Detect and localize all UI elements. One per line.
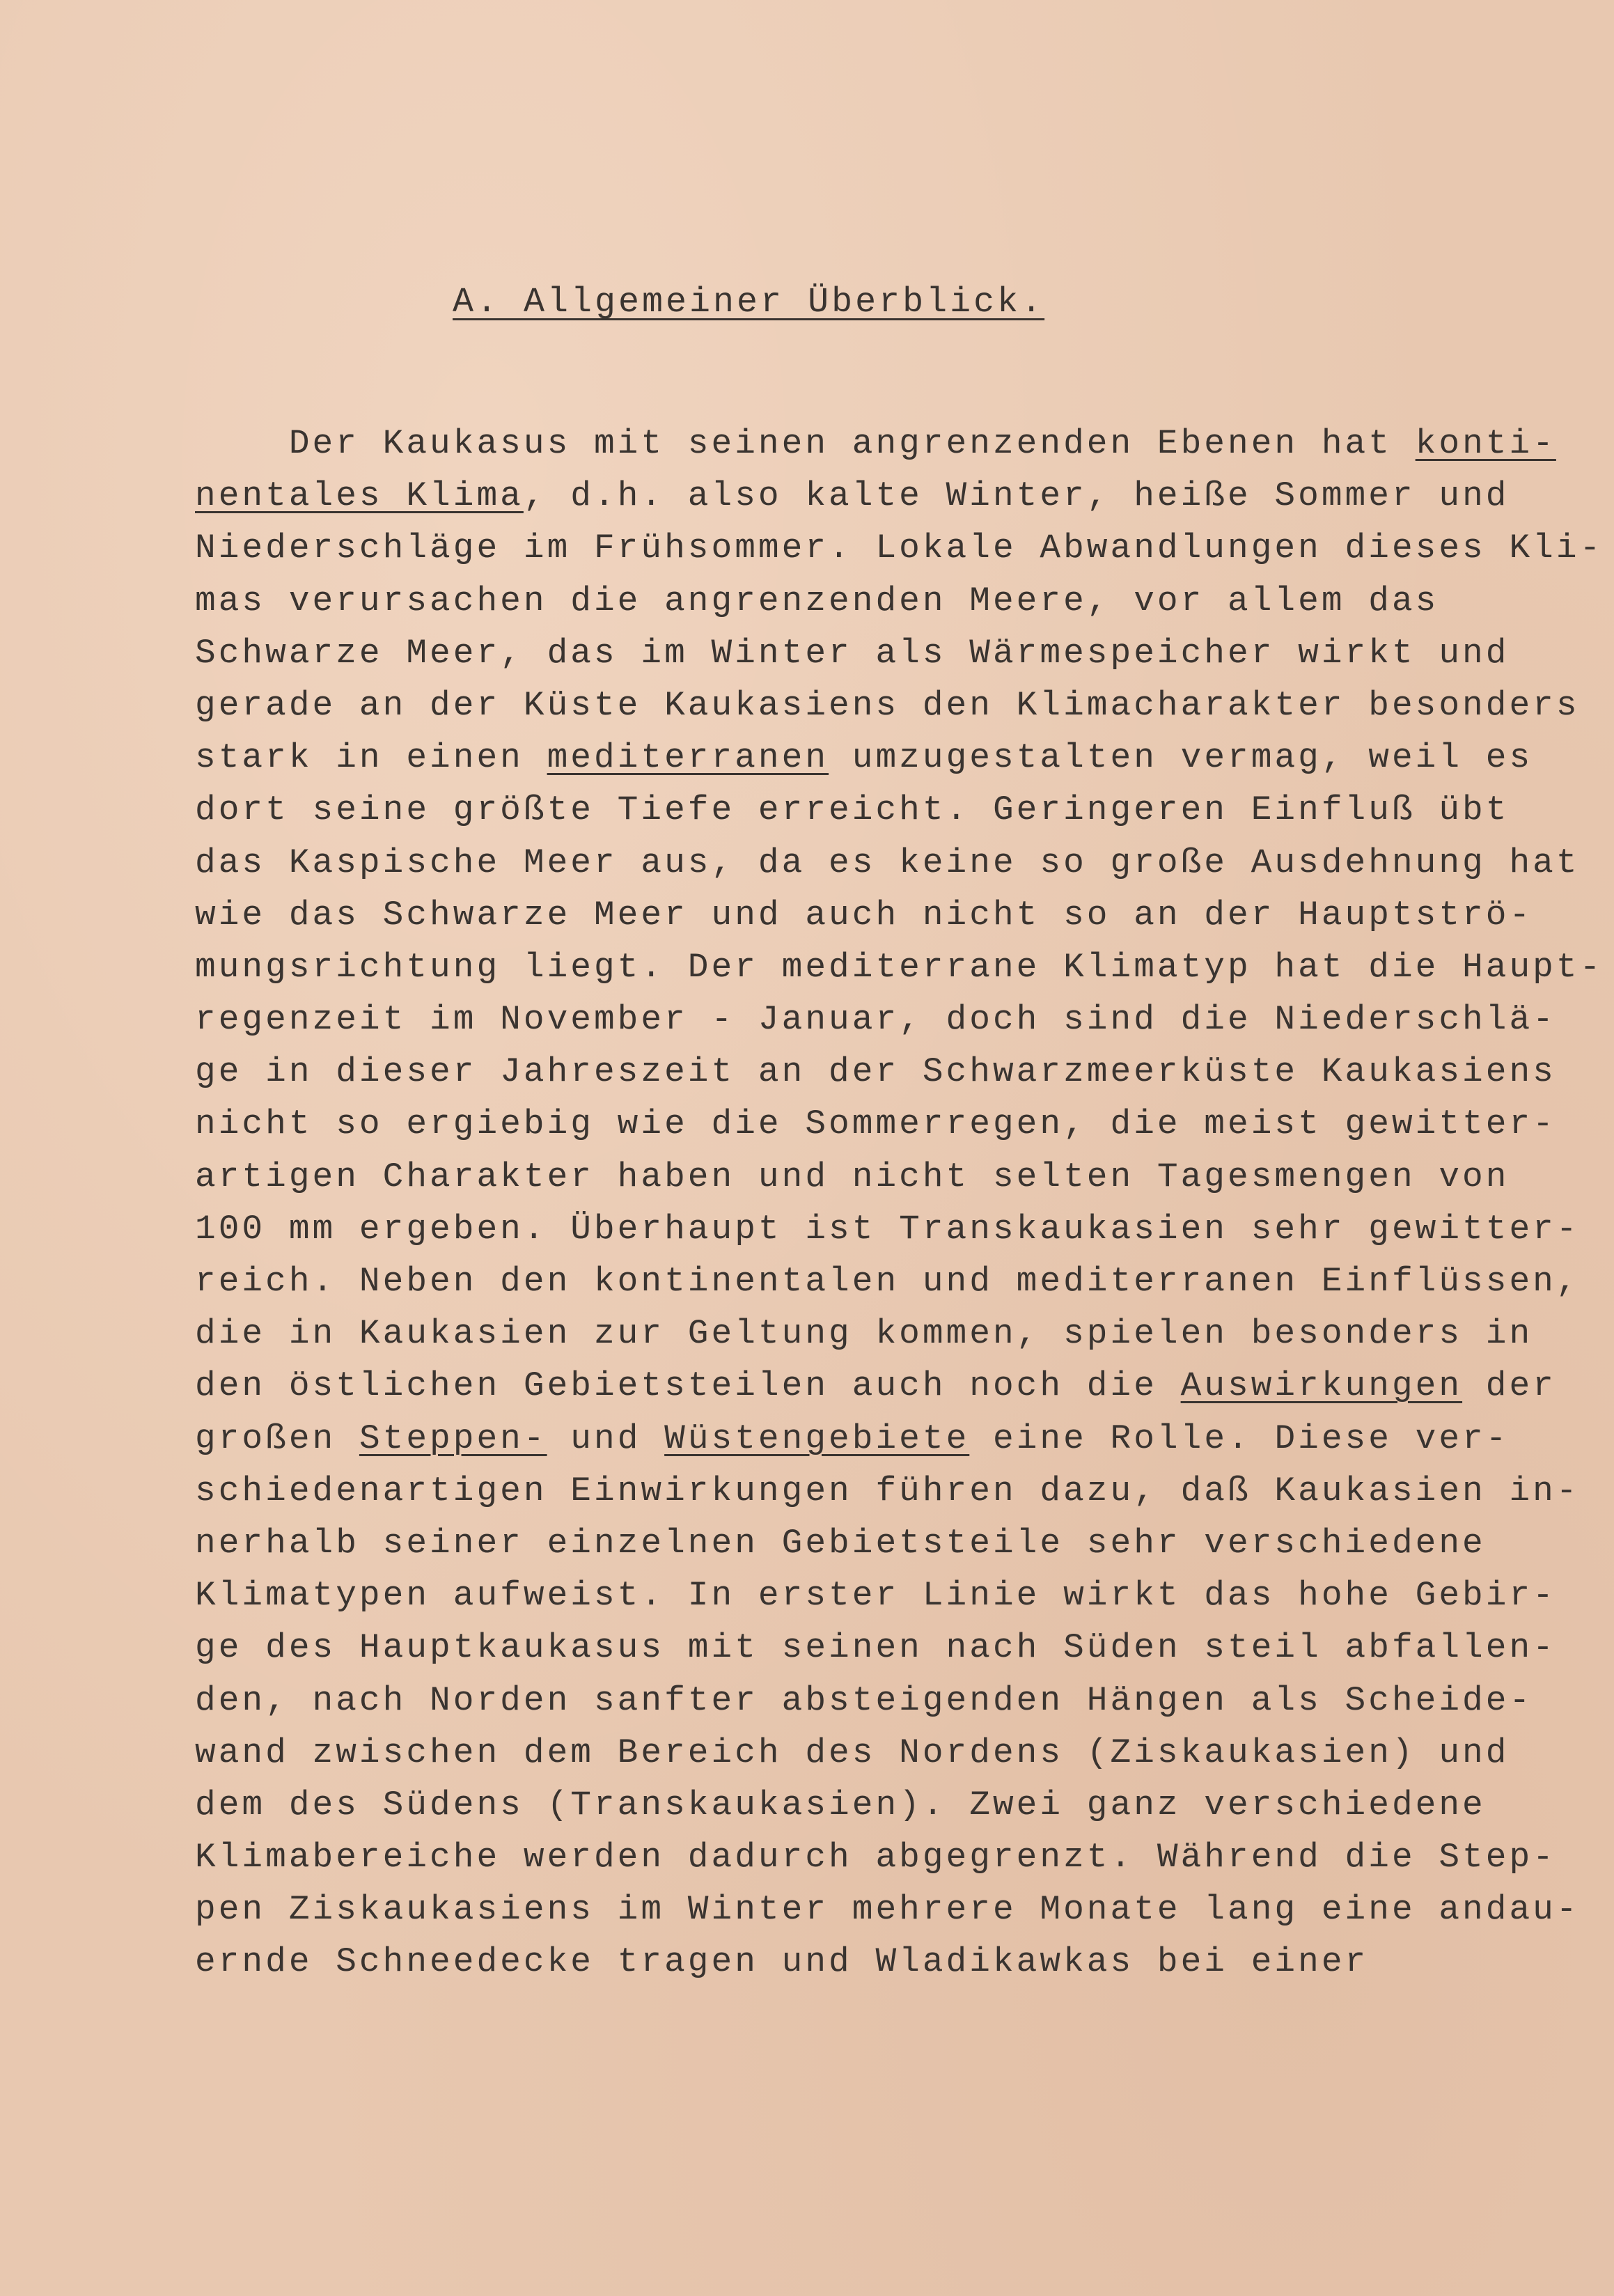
underlined-term: mediterranen	[547, 738, 829, 778]
text-segment: Niederschläge im Frühsommer. Lokale Abwandlungen dieses Kli-	[195, 529, 1604, 568]
text-line	[195, 1413, 1510, 1465]
text-segment: dort seine größte Tiefe erreicht. Geringeren Einfluß übt	[195, 790, 1510, 830]
text-segment: , d.h. also kalte Winter, heiße Sommer und	[523, 476, 1510, 516]
text-segment: den östlichen Gebietsteilen auch noch die	[195, 1366, 1181, 1406]
text-line	[195, 1203, 1580, 1256]
text-segment: nerhalb seiner einzelnen Gebietsteile sehr verschiedene	[195, 1523, 1486, 1563]
text-line	[195, 1098, 1556, 1150]
text-segment: mas verursachen die angrenzenden Meere, vor allem das	[195, 581, 1439, 620]
text-segment: eine Rolle. Diese ver-	[969, 1419, 1510, 1458]
text-line	[195, 1570, 1556, 1622]
text-line	[195, 1151, 1510, 1203]
text-line	[195, 1256, 1580, 1308]
section-title	[453, 282, 1044, 324]
text-line	[195, 1308, 1533, 1360]
text-line	[195, 1360, 1556, 1412]
text-line	[195, 1465, 1580, 1517]
text-segment: wand zwischen dem Bereich des Nordens (Ziskaukasien) und	[195, 1733, 1510, 1772]
text-segment: umzugestalten vermag, weil es	[829, 738, 1533, 778]
text-line	[195, 680, 1580, 732]
text-line	[195, 784, 1510, 836]
text-segment: Der Kaukasus mit seinen angrenzenden Ebenen hat	[195, 424, 1416, 463]
text-segment: dem des Südens (Transkaukasien). Zwei ganz verschiedene	[195, 1785, 1486, 1825]
text-segment: schiedenartigen Einwirkungen führen dazu, daß Kaukasien in-	[195, 1471, 1580, 1510]
text-segment: nicht so ergiebig wie die Sommerregen, die meist gewitter-	[195, 1104, 1556, 1144]
text-segment: wie das Schwarze Meer und auch nicht so an der Hauptströ-	[195, 895, 1533, 935]
text-segment: reich. Neben den kontinentalen und mediterranen Einflüssen,	[195, 1262, 1580, 1301]
text-line	[195, 470, 1510, 522]
text-line	[195, 1727, 1510, 1779]
text-segment: und	[547, 1419, 665, 1458]
text-line	[195, 418, 1556, 470]
text-segment: mungsrichtung liegt. Der mediterrane Klimatyp hat die Haupt-	[195, 947, 1604, 987]
text-line	[195, 627, 1510, 680]
text-segment: regenzeit im November - Januar, doch sind die Niederschlä-	[195, 1000, 1556, 1040]
underlined-term: konti-	[1415, 424, 1556, 463]
text-line	[195, 1779, 1486, 1832]
text-segment: Klimabereiche werden dadurch abgegrenzt. Während die Step-	[195, 1838, 1556, 1877]
text-segment: der	[1462, 1366, 1556, 1406]
text-line	[195, 994, 1556, 1046]
text-segment: ge in dieser Jahreszeit an der Schwarzmeerküste Kaukasiens	[195, 1052, 1556, 1092]
text-line	[195, 1046, 1556, 1098]
body-text	[195, 418, 1604, 1989]
text-segment: pen Ziskaukasiens im Winter mehrere Monate lang eine andau-	[195, 1890, 1580, 1930]
underlined-term: Steppen-	[359, 1419, 547, 1458]
text-segment: den, nach Norden sanfter absteigenden Hängen als Scheide-	[195, 1680, 1533, 1720]
text-segment: ernde Schneedecke tragen und Wladikawkas bei einer	[195, 1942, 1369, 1982]
text-line	[195, 522, 1604, 575]
text-line	[195, 1675, 1533, 1727]
text-segment: großen	[195, 1419, 359, 1458]
text-line	[195, 732, 1533, 784]
section-title-text: A. Allgemeiner Überblick.	[453, 283, 1045, 322]
text-segment: das Kaspische Meer aus, da es keine so große Ausdehnung hat	[195, 843, 1580, 882]
text-segment: ge des Hauptkaukasus mit seinen nach Süden steil abfallen-	[195, 1628, 1556, 1668]
text-segment: stark in einen	[195, 738, 547, 778]
text-line	[195, 575, 1483, 627]
text-segment: die in Kaukasien zur Geltung kommen, spielen besonders in	[195, 1314, 1533, 1354]
text-line	[195, 1622, 1556, 1674]
underlined-term: Auswirkungen	[1180, 1366, 1463, 1406]
text-segment: Klimatypen aufweist. In erster Linie wirkt das hohe Gebir-	[195, 1576, 1556, 1616]
text-line	[195, 1517, 1486, 1570]
text-segment: artigen Charakter haben und nicht selten Tagesmengen von	[195, 1157, 1510, 1196]
text-line	[195, 1936, 1483, 1988]
text-segment: gerade an der Küste Kaukasiens den Klimacharakter besonders	[195, 685, 1580, 725]
text-line	[195, 1884, 1580, 1936]
text-line	[195, 942, 1604, 994]
underlined-term: nentales Klima	[195, 476, 524, 516]
text-line	[195, 1832, 1556, 1884]
underlined-term: Wüstengebiete	[664, 1419, 970, 1458]
text-line	[195, 889, 1533, 942]
text-segment: Schwarze Meer, das im Winter als Wärmespeicher wirkt und	[195, 633, 1510, 673]
text-line	[195, 837, 1580, 889]
text-segment: 100 mm ergeben. Überhaupt ist Transkaukasien sehr gewitter-	[195, 1209, 1580, 1249]
